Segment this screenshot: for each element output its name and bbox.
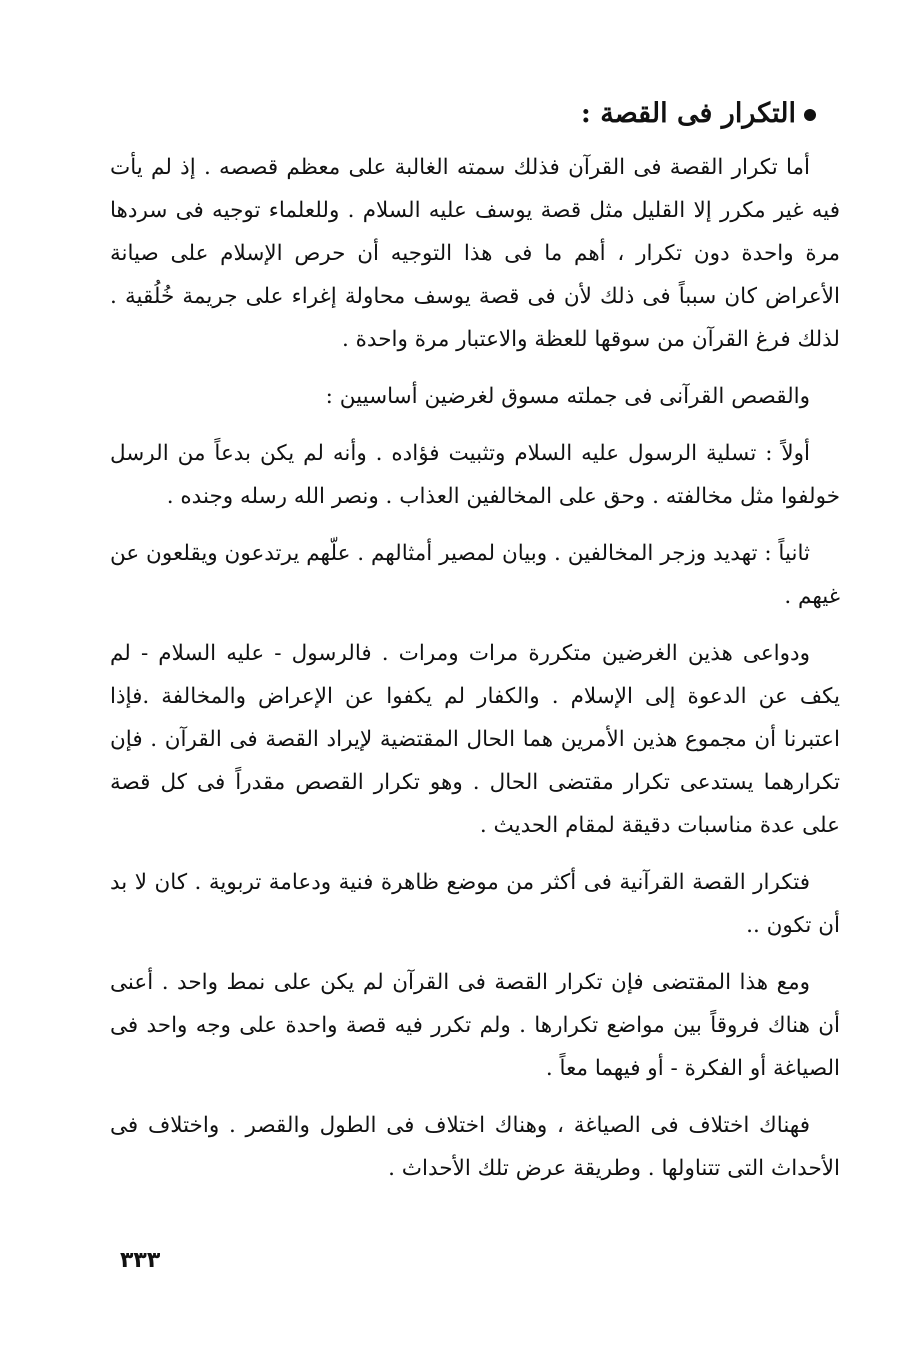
paragraph-4: ثانياً : تهديد وزجر المخالفين . وبيان لمصير أمثالهم . علّهم يرتدعون ويقلعون عن غيهم . (110, 541, 840, 609)
paragraph-3: أولاً : تسلية الرسول عليه السلام وتثبيت فؤاده . وأنه لم يكن بدعاً من الرسل خولفوا مثل مخالفته . وحق على المخالفين العذاب . ونصر الله رسله وجنده . (110, 441, 840, 509)
paragraph-5: ودواعى هذين الغرضين متكررة مرات ومرات . فالرسول - عليه السلام - لم يكف عن الدعوة إلى الإسلام . والكفار لم يكفوا عن الإعراض والمخالفة .فإذا اعتبرنا أن مجموع هذين الأمرين هما الحال المقتضية لإيراد القصة فى القرآن . فإن تكرارهما يستدعى تكرار مقتضى الحال . وهو تكرار القصص مقدراً فى كل قصة على عدة مناسبات دقيقة لمقام الحديث . (110, 641, 840, 838)
paragraph-2: والقصص القرآنى فى جملته مسوق لغرضين أساسيين : (325, 384, 810, 409)
section-heading-text: التكرار فى القصة : (580, 98, 796, 129)
paragraph-1: أما تكرار القصة فى القرآن فذلك سمته الغالبة على معظم قصصه . إذ لم يأت فيه غير مكرر إلا القليل مثل قصة يوسف عليه السلام . وللعلماء توجيه فى سردها مرة واحدة دون تكرار ، أهم ما فى هذا التوجيه أن حرص الإسلام على صيانة الأعراض كان سبباً فى ذلك لأن فى قصة يوسف محاولة إغراء على جريمة خُلُقية . لذلك فرغ القرآن من سوقها للعظة والاعتبار مرة واحدة . (110, 155, 840, 352)
section-heading (110, 94, 840, 134)
paragraph-6: فتكرار القصة القرآنية فى أكثر من موضع ظاهرة فنية ودعامة تربوية . كان لا بد أن تكون .. (110, 870, 840, 938)
paragraph-8: فهناك اختلاف فى الصياغة ، وهناك اختلاف فى الطول والقصر . واختلاف فى الأحداث التى تتناولها . وطريقة عرض تلك الأحداث . (110, 1113, 840, 1181)
paragraph-7: ومع هذا المقتضى فإن تكرار القصة فى القرآن لم يكن على نمط واحد . أعنى أن هناك فروقاً بين مواضع تكرارها . ولم تكرر فيه قصة واحدة على وجه واحد فى الصياغة أو الفكرة - أو فيهما معاً . (110, 970, 840, 1081)
page-body (110, 94, 840, 1204)
page-number: ٣٣٣ (120, 1248, 161, 1273)
bullet-icon (804, 109, 816, 121)
